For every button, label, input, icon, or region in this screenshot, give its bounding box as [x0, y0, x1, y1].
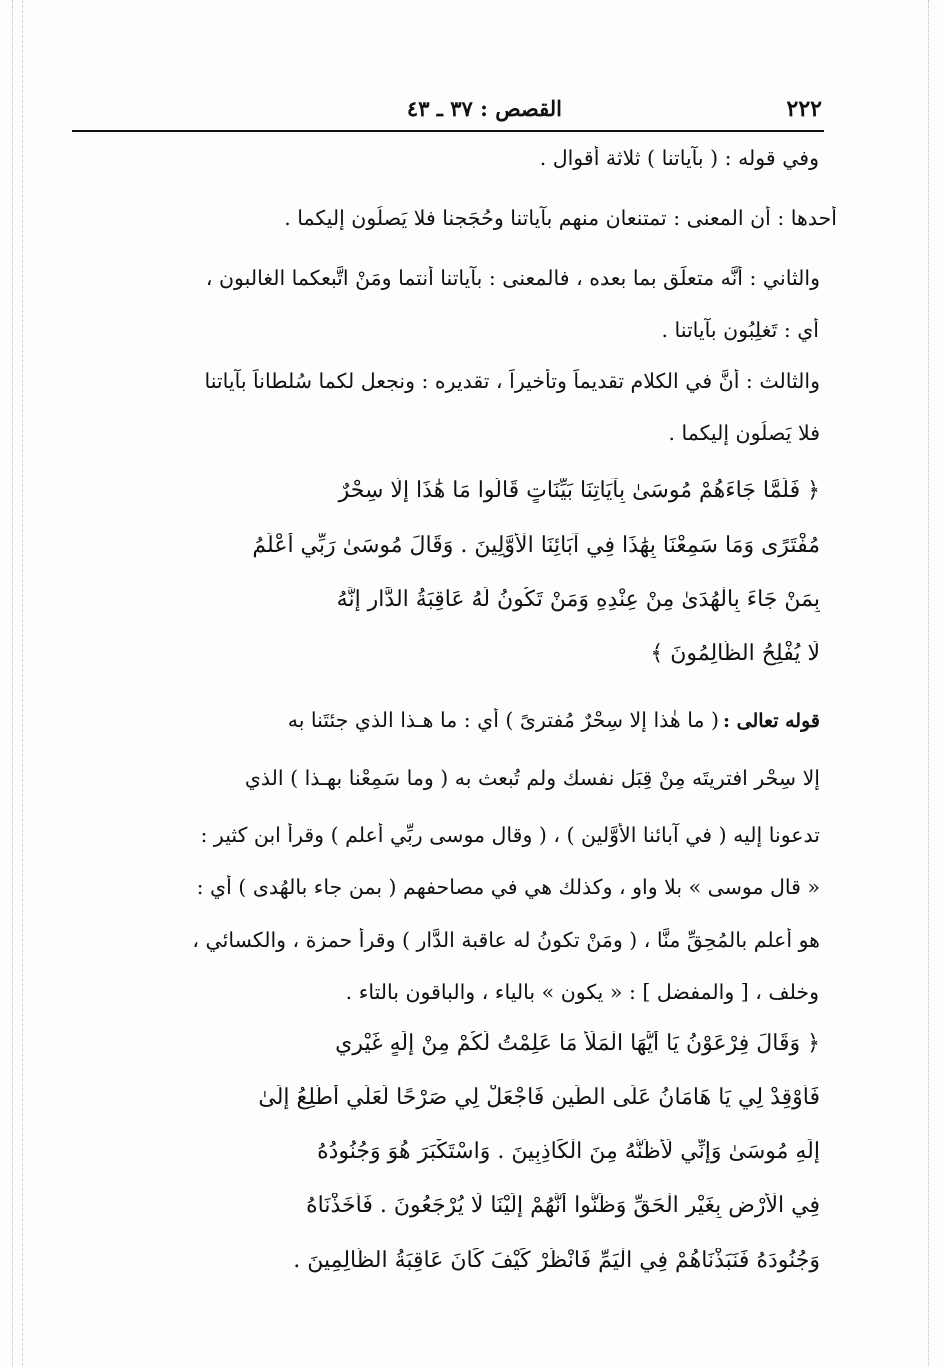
verse-line: مُفْتَرًى وَمَا سَمِعْنَا بِهَٰذَا فِي آبَائِنَا الْأَوَّلِينَ . وَقَالَ مُوسَىٰ رَبِّي أَعْلَمُ [252, 533, 820, 558]
page-number: ٢٢٢ [786, 96, 822, 122]
page-header [78, 96, 822, 128]
verse-line: ﴿ وَقَالَ فِرْعَوْنُ يَا أَيُّهَا الْمَلَأُ مَا عَلِمْتُ لَكُمْ مِنْ إِلَٰهٍ غَيْرِي [335, 1031, 820, 1056]
text-line: وخلف ، [ والمفضل ] : « يكون » بالياء ، والباقون بالتاء . [345, 980, 819, 1004]
text-line: أي : تَغلِبُون بآياتنا . [661, 318, 819, 342]
text-line: وفي قوله : ( بآياتنا ) ثلاثة أقوال . [539, 146, 819, 170]
text-line [78, 708, 820, 732]
text-line: أحدها : أن المعنى : تمتنعان منهم بآياتنا وحُجَجنا فلا يَصلُون إليكما . [284, 206, 837, 230]
header-rule [72, 130, 824, 132]
verse-line: لَا يُفْلِحُ الظَّالِمُونَ ﴾ [650, 641, 820, 666]
text-line: هو أعلم بالمُحِقِّ منَّا ، ( ومَنْ تكونُ له عاقبة الدَّار ) وقرأ حمزة ، والكسائي ، [192, 928, 820, 952]
verse-line: فِي الْأَرْضِ بِغَيْرِ الْحَقِّ وَظَنُّوا أَنَّهُمْ إِلَيْنَا لَا يُرْجَعُونَ . فَأَخَذْنَاهُ [306, 1193, 820, 1218]
verse-line: فَأَوْقِدْ لِي يَا هَامَانُ عَلَى الطِّينِ فَاجْعَلْ لِي صَرْحًا لَعَلِّي أَطَّلِعُ إِلَىٰ [258, 1085, 820, 1110]
verse-line: إِلَٰهِ مُوسَىٰ وَإِنِّي لَأَظُنُّهُ مِنَ الْكَاذِبِينَ . وَاسْتَكْبَرَ هُوَ وَجُنُودُهُ [317, 1139, 820, 1164]
verse-line: ﴿ فَلَمَّا جَاءَهُمْ مُوسَىٰ بِآيَاتِنَا بَيِّنَاتٍ قَالُوا مَا هَٰذَا إِلَّا سِحْرٌ [338, 478, 820, 503]
scan-edge-line [22, 0, 23, 1366]
verse-line: بِمَنْ جَاءَ بِالْهُدَىٰ مِنْ عِنْدِهِ وَمَنْ تَكُونُ لَهُ عَاقِبَةُ الدَّارِ إِنَّهُ [336, 587, 820, 612]
text-line: فلا يَصلُون إليكما . [668, 421, 820, 445]
text-line: والثالث : أنَّ في الكلام تقديماً وتأخيراً ، تقديره : ونجعل لكما سُلطاناً بآياتنا [204, 369, 820, 393]
text-line: إلا سِحْر افتريتَه مِنْ قِبَل نفسك ولم تُبعث به ( وما سَمِعْنا بهـذا ) الذي [244, 766, 820, 790]
text-line: والثاني : أنَّه متعلِّق بما بعده ، فالمعنى : بآياتنا أنتما ومَنْ اتَّبعكما الغالبون ، [205, 266, 820, 290]
verse-line: وَجُنُودَهُ فَنَبَذْنَاهُمْ فِي الْيَمِّ فَانْظُرْ كَيْفَ كَانَ عَاقِبَةُ الظَّالِمِينَ . [293, 1248, 820, 1273]
lead-label: قوله تعالى : [723, 710, 820, 732]
running-title: القصص : ٣٧ ـ ٤٣ [406, 96, 562, 121]
text-line: « قال موسى » بلا واو ، وكذلك هي في مصاحفهم ( بمن جاء بالهُدى ) أي : [196, 875, 820, 899]
text-line: تدعونا إليه ( في آبائنا الأوَّلين ) ، ( وقال موسى ربِّي أعلم ) وقرأ ابن كثير : [200, 823, 820, 847]
text-line-content: ( ما هٰذا إلا سِحْرٌ مُفترىً ) أي : ما هـذا الذي جئتَنا به [287, 708, 719, 732]
scan-edge-line [12, 0, 13, 1366]
scan-edge-line [928, 0, 929, 1366]
